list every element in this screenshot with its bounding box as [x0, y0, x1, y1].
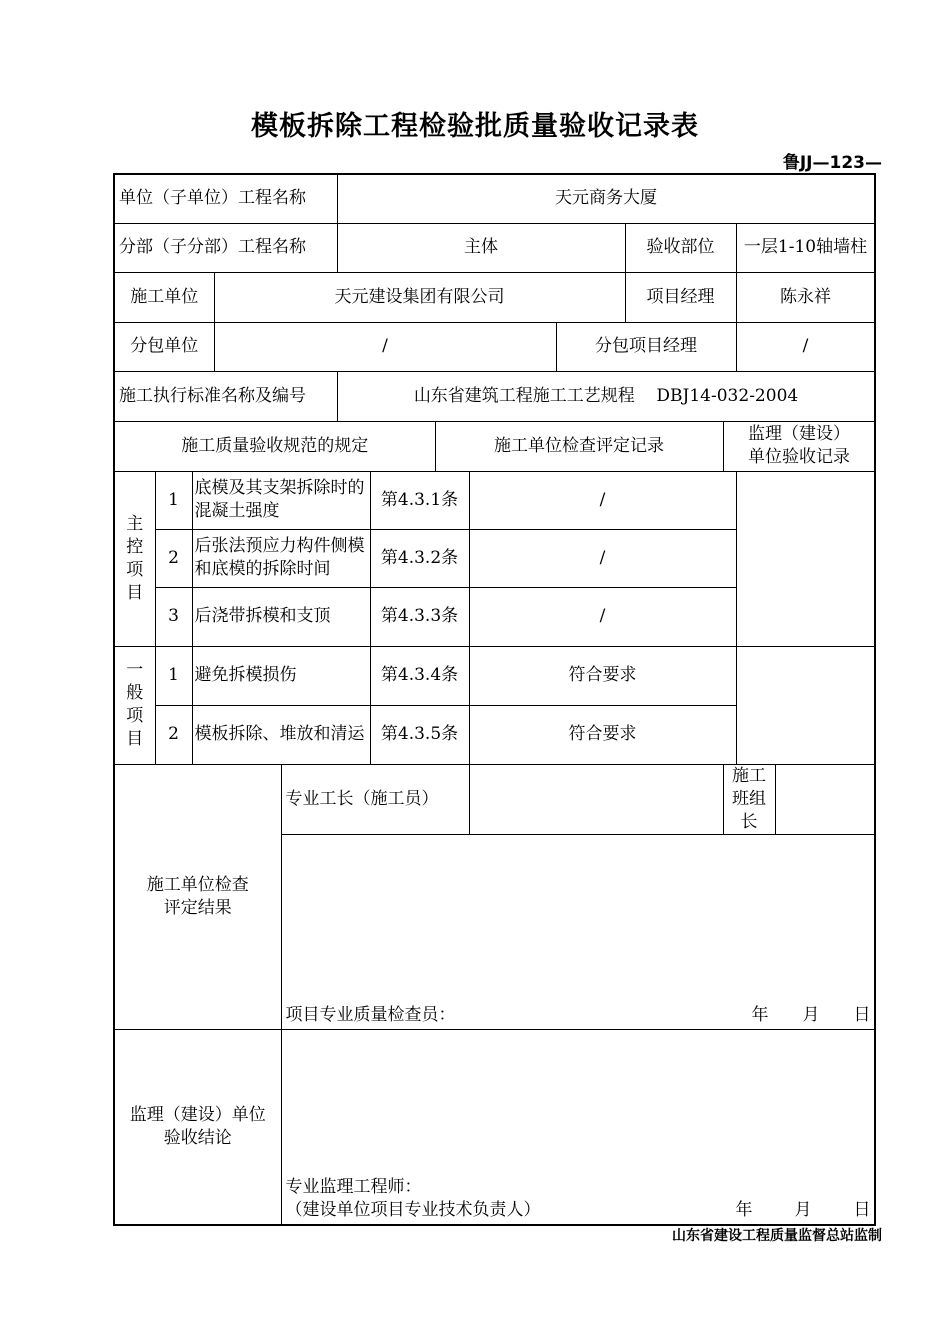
project-manager-value: 陈永祥	[736, 272, 875, 322]
item-record: /	[469, 471, 736, 529]
sub-project-label: 分部（子分部）工程名称	[114, 223, 337, 272]
item-description: 后张法预应力构件侧模 和底模的拆除时间	[192, 529, 370, 587]
unit-project-label: 单位（子单位）工程名称	[114, 174, 337, 223]
standard-label: 施工执行标准名称及编号	[114, 371, 337, 421]
construction-unit-value: 天元建设集团有限公司	[214, 272, 625, 322]
supervisor-header-line1: 监理（建设）	[748, 424, 851, 444]
item-record: /	[469, 587, 736, 646]
item-number: 1	[155, 471, 192, 529]
supervision-label: 监理（建设）单位 验收结论	[114, 1029, 281, 1225]
item-clause: 第4.3.4条	[370, 646, 469, 705]
subcontract-unit-label: 分包单位	[114, 322, 214, 371]
supervision-body	[281, 1029, 875, 1225]
inspection-record-table	[113, 173, 876, 1226]
item-description: 避免拆模损伤	[192, 646, 370, 705]
main-items-label: 主 控 项 目	[114, 471, 155, 646]
main-items-supervisor-record	[736, 471, 875, 646]
footer-issuer: 山东省建设工程质量监督总站监制	[672, 1228, 882, 1244]
item-number: 1	[155, 646, 192, 705]
unit-project-value: 天元商务大厦	[337, 174, 875, 223]
inspector-label: 项目专业质量检查员：	[285, 1004, 456, 1025]
check-result-body	[281, 834, 875, 1029]
inspect-part-label: 验收部位	[625, 223, 736, 272]
supervisor-header-line2: 单位验收记录	[748, 447, 851, 467]
sub-project-value: 主体	[337, 223, 625, 272]
subcontract-unit-value: /	[214, 322, 556, 371]
general-items-label: 一 般 项 目	[114, 646, 155, 764]
item-clause: 第4.3.1条	[370, 471, 469, 529]
supervision-date: 年 月 日	[735, 1200, 871, 1220]
spec-column-header: 施工质量验收规范的规定	[114, 421, 435, 471]
item-description: 模板拆除、堆放和清运	[192, 705, 370, 764]
form-title: 模板拆除工程检验批质量验收记录表	[251, 111, 699, 142]
item-clause: 第4.3.2条	[370, 529, 469, 587]
check-result-label: 施工单位检查 评定结果	[114, 764, 281, 1029]
foreman-label: 专业工长（施工员）	[281, 764, 469, 834]
team-leader-value	[775, 764, 875, 834]
team-leader-label: 施工班组 长	[723, 764, 775, 834]
item-description: 底模及其支架拆除时的 混凝土强度	[192, 471, 370, 529]
project-manager-label: 项目经理	[625, 272, 736, 322]
subcontract-manager-value: /	[736, 322, 875, 371]
item-clause: 第4.3.5条	[370, 705, 469, 764]
supervisor-column-header	[723, 421, 875, 471]
standard-value: 山东省建筑工程施工工艺规程 DBJ14-032-2004	[337, 371, 875, 421]
item-record: /	[469, 529, 736, 587]
inspect-part-value: 一层1-10轴墙柱	[736, 223, 875, 272]
item-number: 2	[155, 705, 192, 764]
record-column-header: 施工单位检查评定记录	[435, 421, 723, 471]
item-clause: 第4.3.3条	[370, 587, 469, 646]
foreman-value	[469, 764, 723, 834]
item-record: 符合要求	[469, 705, 736, 764]
item-description: 后浇带拆模和支顶	[192, 587, 370, 646]
owner-label: （建设单位项目专业技术负责人）	[285, 1200, 541, 1220]
item-number: 2	[155, 529, 192, 587]
general-items-supervisor-record	[736, 646, 875, 764]
subcontract-manager-label: 分包项目经理	[556, 322, 736, 371]
item-record: 符合要求	[469, 646, 736, 705]
form-code: 鲁JJ—123—	[782, 153, 882, 173]
check-date: 年 月 日	[751, 1004, 871, 1025]
engineer-label: 专业监理工程师：	[285, 1177, 422, 1197]
item-number: 3	[155, 587, 192, 646]
construction-unit-label: 施工单位	[114, 272, 214, 322]
